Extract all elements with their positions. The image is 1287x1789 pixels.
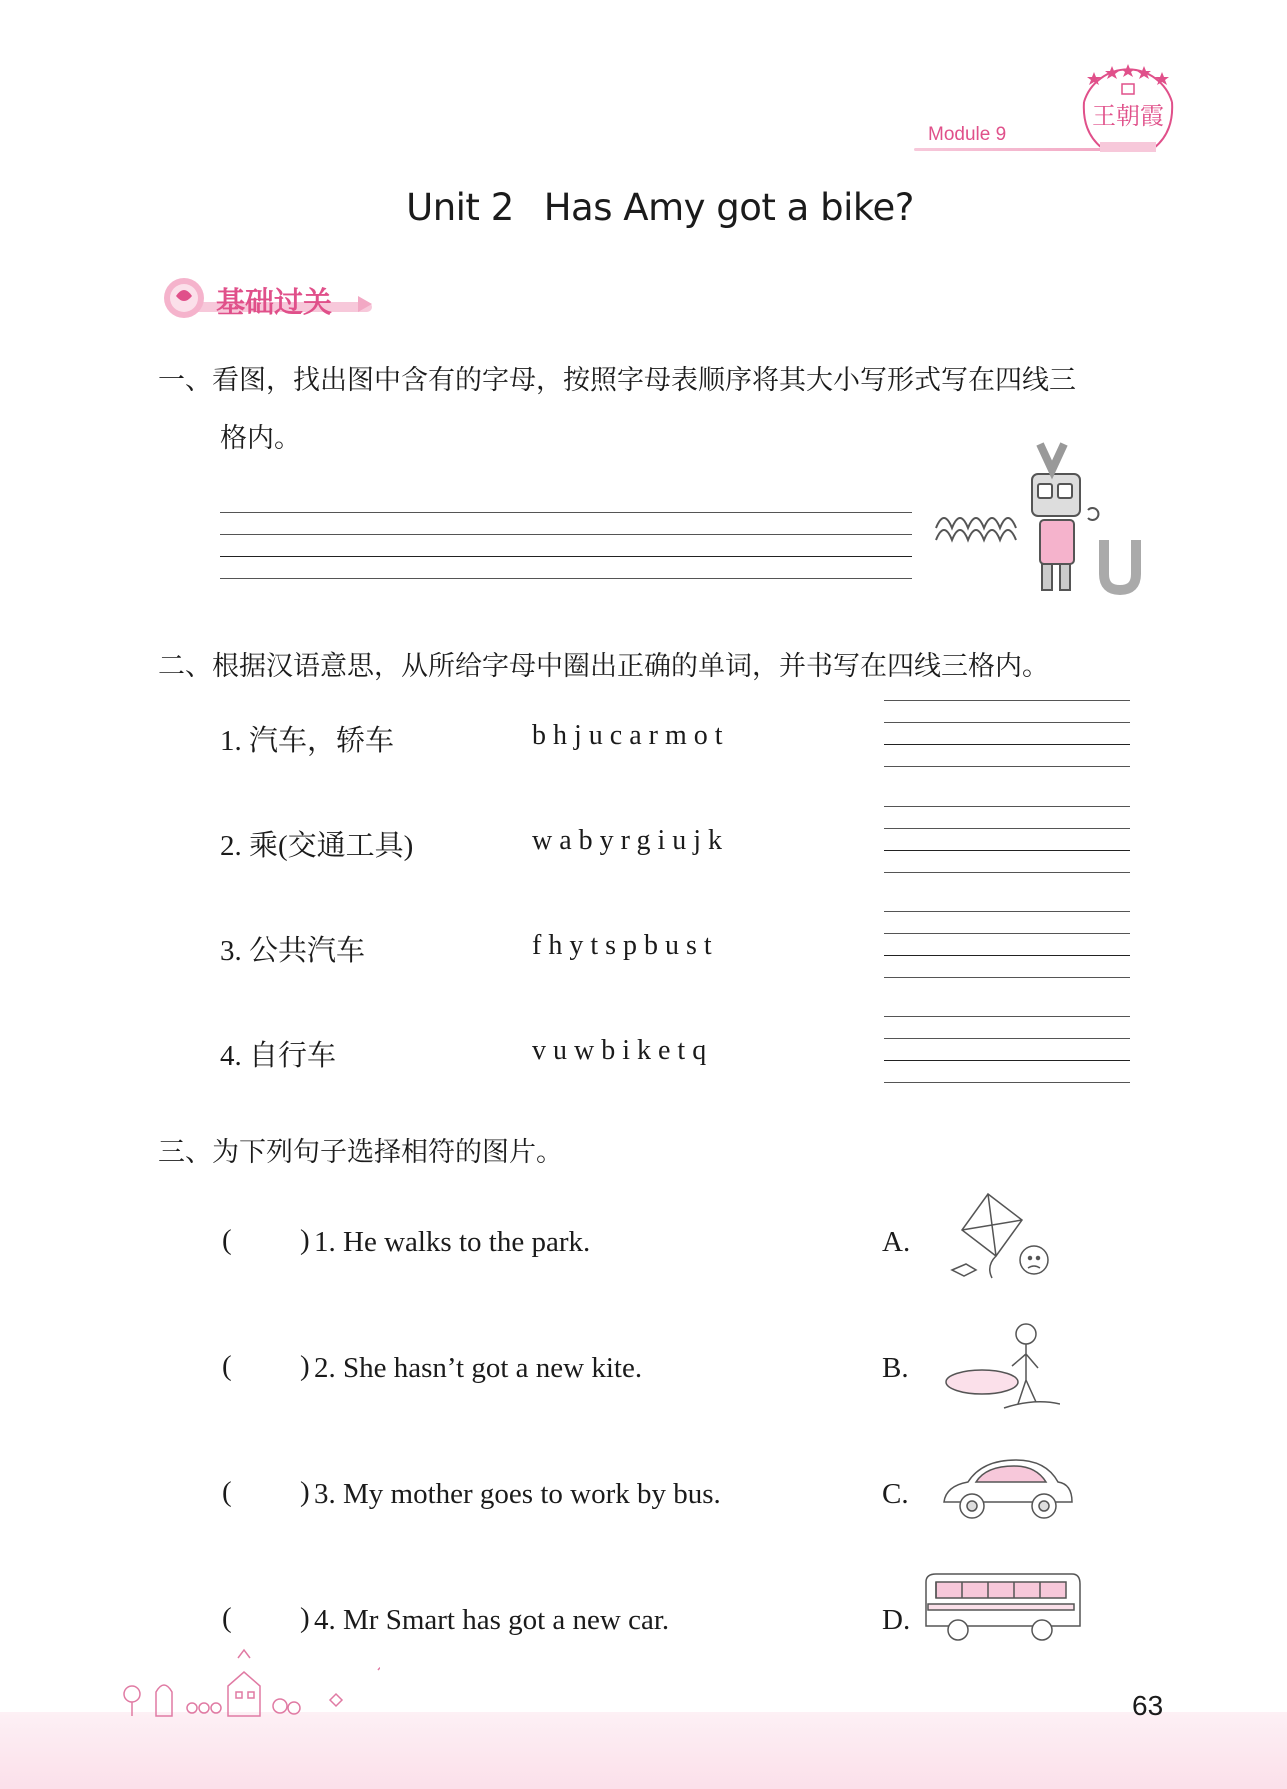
four-line-grid[interactable] [220, 512, 912, 582]
section-badge-label: 基础过关 [216, 285, 333, 319]
q2-item-letters[interactable]: vuwbiketq [532, 1035, 714, 1066]
svg-text:王朝霞: 王朝霞 [1092, 102, 1164, 130]
option-label: D. [882, 1604, 911, 1636]
four-line-grid[interactable] [884, 911, 1130, 977]
bus-picture [920, 1570, 1084, 1646]
walking-person-picture [940, 1318, 1060, 1412]
answer-paren-close: ) [300, 1476, 310, 1508]
q2-item-letters[interactable]: wabyrgiujk [532, 825, 730, 856]
answer-paren-open: ( [222, 1350, 232, 1382]
answer-blank[interactable] [236, 1224, 300, 1260]
answer-paren-close: ) [300, 1350, 310, 1382]
answer-paren-open: ( [222, 1224, 232, 1256]
q2-item-label: 4. 自行车 [220, 1040, 337, 1072]
question-3-heading: 三、为下列句子选择相符的图片。 [158, 1137, 563, 1168]
answer-paren-close: ) [300, 1602, 310, 1634]
publisher-seal-logo [1072, 62, 1184, 158]
q3-sentence: 4. Mr Smart has got a new car. [314, 1604, 670, 1636]
option-label: A. [882, 1226, 911, 1258]
q3-sentence: 1. He walks to the park. [314, 1226, 591, 1258]
answer-blank[interactable] [236, 1602, 300, 1638]
answer-paren-open: ( [222, 1602, 232, 1634]
module-label: Module 9 [928, 124, 1007, 145]
q2-item-label: 2. 乘(交通工具) [220, 830, 414, 862]
question-2-heading: 二、根据汉语意思，从所给字母中圈出正确的单词，并书写在四线三格内。 [158, 651, 1049, 682]
unit-number: Unit 2 [406, 186, 514, 229]
question-1-heading-cont: 格内。 [220, 423, 301, 454]
option-label: C. [882, 1478, 909, 1510]
car-picture [938, 1452, 1076, 1526]
option-label: B. [882, 1352, 909, 1384]
question-1-heading: 一、看图，找出图中含有的字母，按照字母表顺序将其大小写形式写在四线三 [158, 365, 1076, 396]
unit-question: Has Amy got a bike? [543, 186, 914, 229]
town-decoration [120, 1648, 380, 1718]
q2-item-label: 3. 公共汽车 [220, 935, 366, 967]
footer-band [0, 1712, 1287, 1789]
robot-letters-illustration [928, 440, 1164, 610]
q2-item-letters[interactable]: bhjucarmot [532, 720, 730, 751]
q2-item-label: 1. 汽车，轿车 [220, 725, 395, 757]
answer-blank[interactable] [236, 1350, 300, 1386]
page-number: 63 [1132, 1690, 1164, 1721]
page-title [0, 186, 1287, 229]
four-line-grid[interactable] [884, 1016, 1130, 1082]
q2-item-letters[interactable]: fhytspbust [532, 930, 719, 961]
four-line-grid[interactable] [884, 806, 1130, 872]
q3-sentence: 3. My mother goes to work by bus. [314, 1478, 721, 1510]
answer-paren-open: ( [222, 1476, 232, 1508]
answer-paren-close: ) [300, 1224, 310, 1256]
four-line-grid[interactable] [884, 700, 1130, 766]
answer-blank[interactable] [236, 1476, 300, 1512]
q3-sentence: 2. She hasn’t got a new kite. [314, 1352, 643, 1384]
kite-picture [944, 1190, 1056, 1280]
